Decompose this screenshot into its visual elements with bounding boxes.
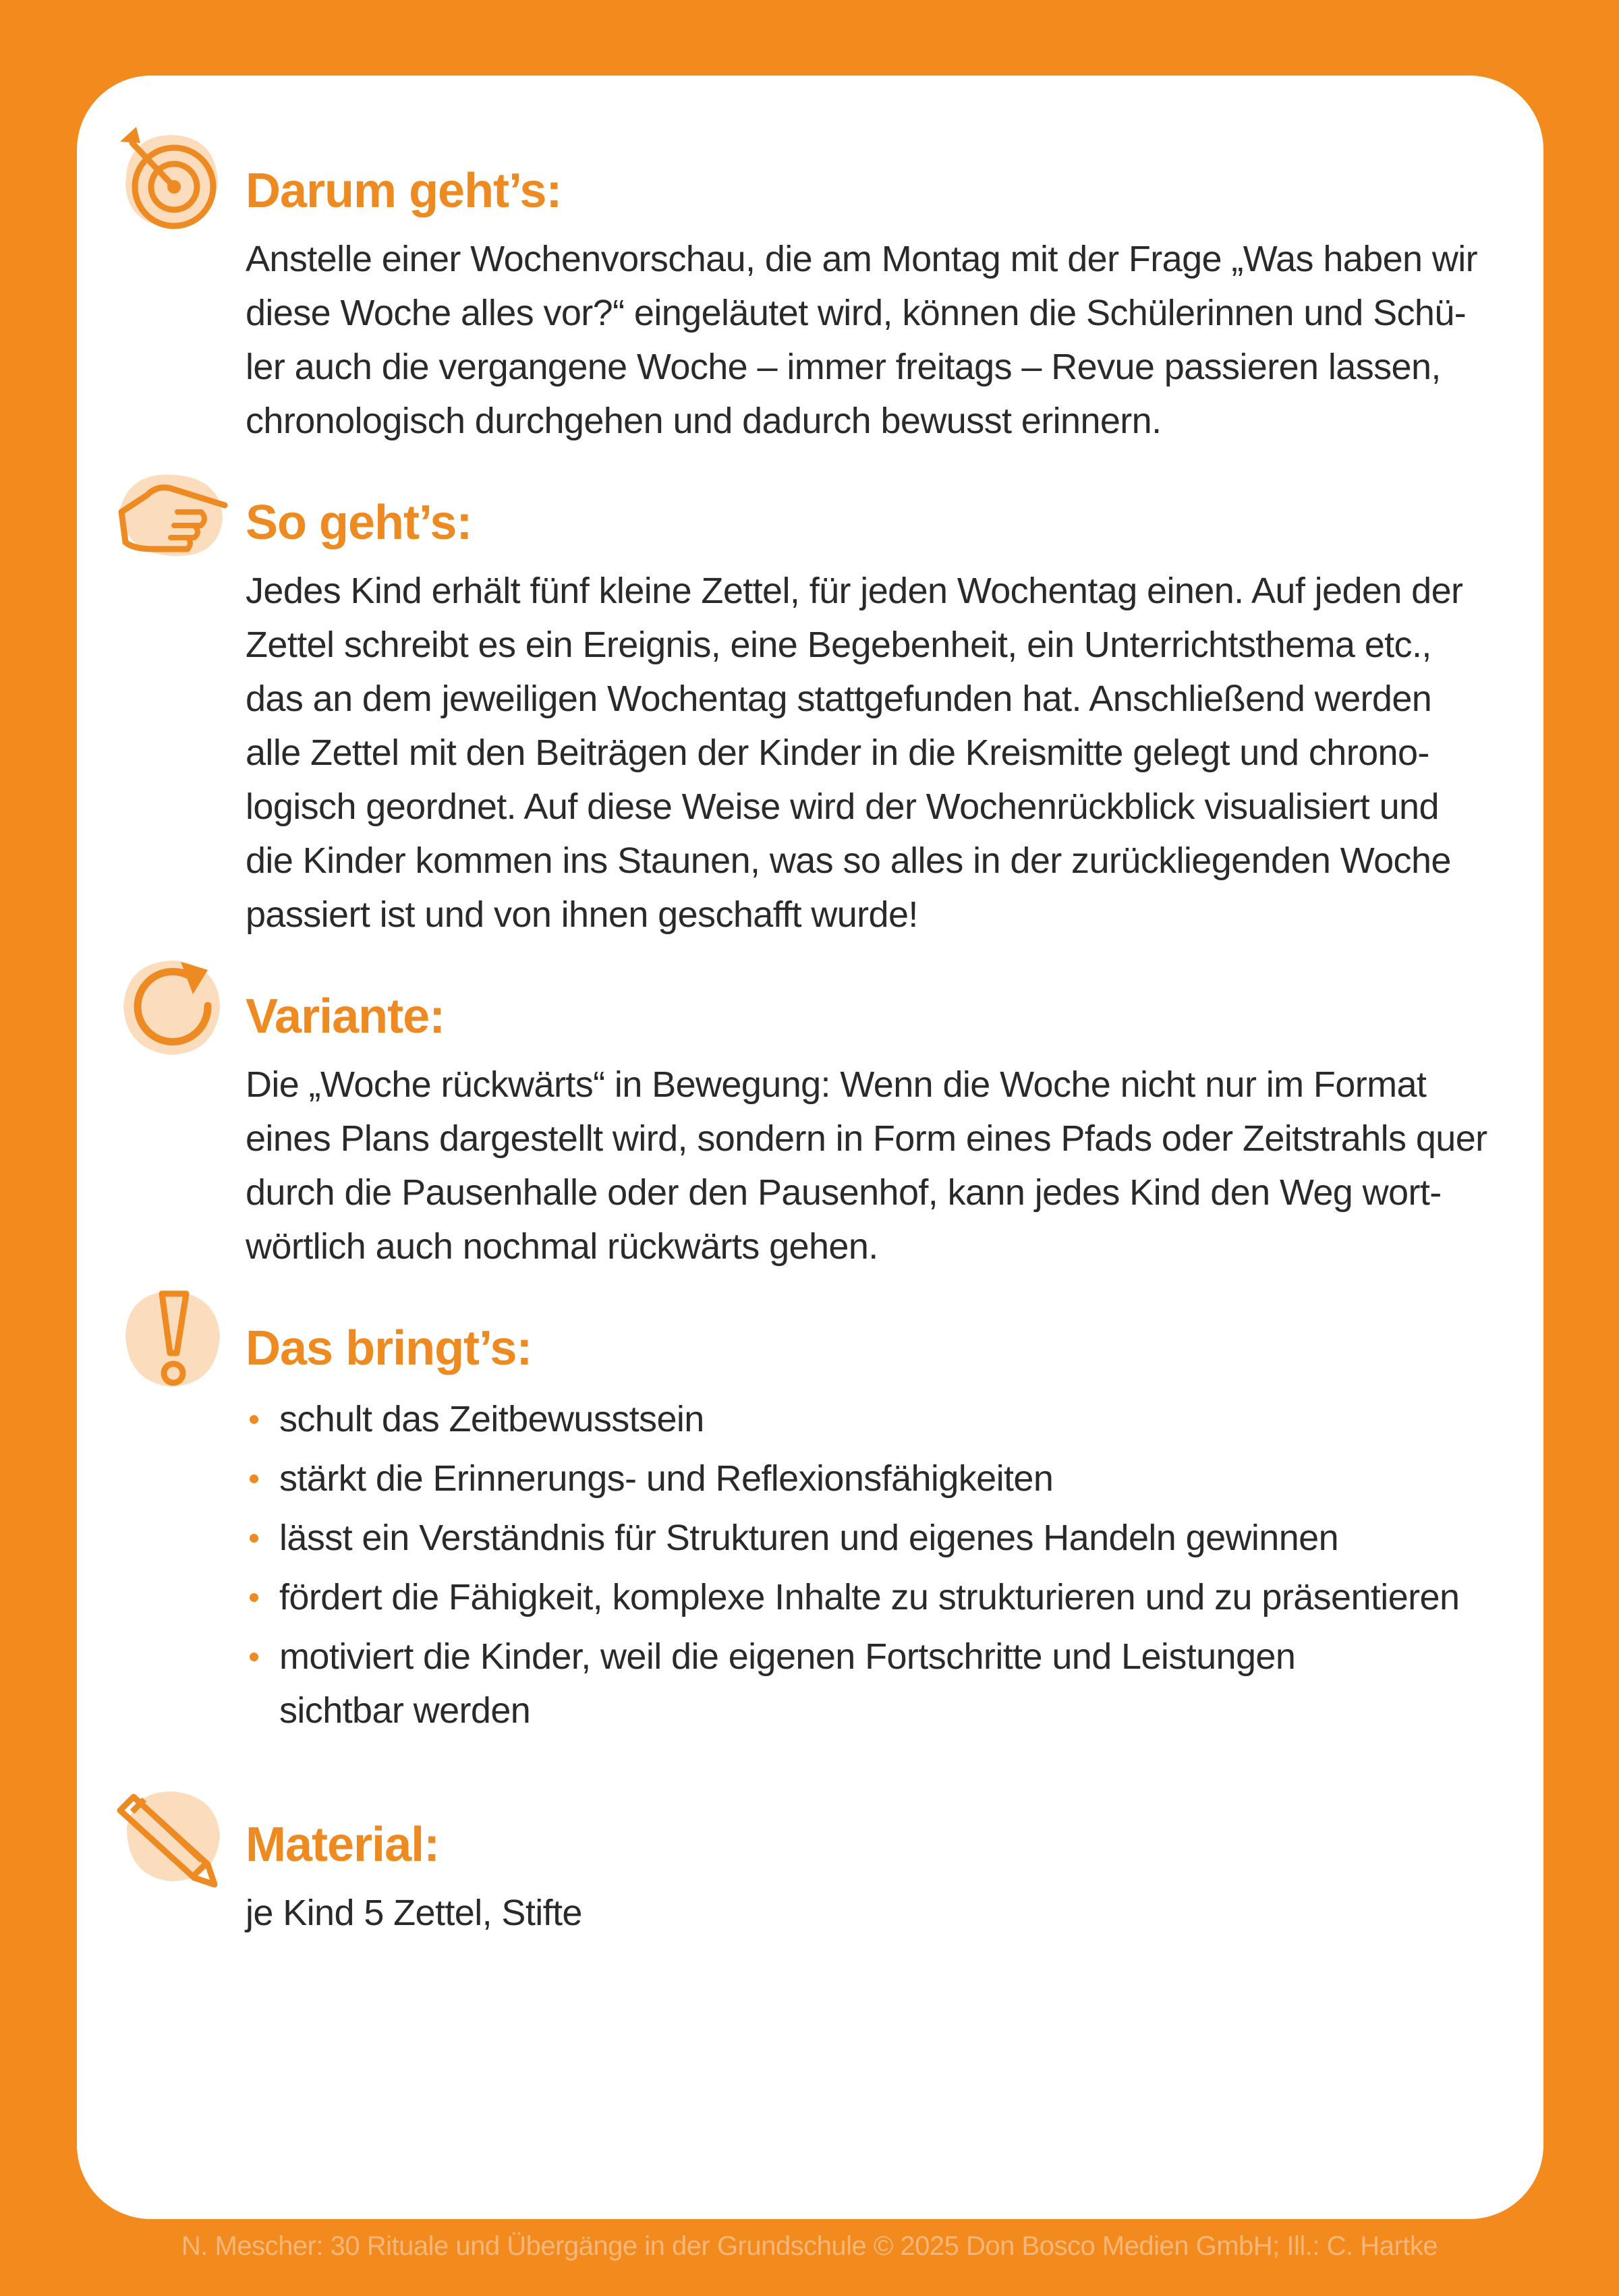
content-card [77, 76, 1543, 2219]
text-line: logisch geordnet. Auf diese Weise wird der Wochenrückblick visualisiert und [246, 786, 1439, 827]
text-line: alle Zettel mit den Beiträgen der Kinder in die Kreismitte gelegt und chrono- [246, 733, 1429, 773]
section-text [246, 1886, 1527, 1940]
text-line: Die „Woche rückwärts“ in Bewegung: Wenn die Woche nicht nur im Format [246, 1064, 1427, 1105]
list-item: schult das Zeitbewusstsein [246, 1392, 1527, 1446]
text-line: diese Woche alles vor?“ eingeläutet wird, können die Schülerinnen und Schü- [246, 293, 1467, 333]
text-line: eines Plans dargestellt wird, sondern in Form eines Pfads oder Zeitstrahls quer [246, 1118, 1487, 1159]
text-line: chronologisch durchgehen und dadurch bewusst erinnern. [246, 401, 1162, 441]
copyright-footer: N. Mescher: 30 Rituale und Übergänge in der Grundschule © 2025 Don Bosco Medien GmbH; Ill.: C. Hartke [181, 2231, 1438, 2261]
text-line: durch die Pausenhalle oder den Pausenhof, kann jedes Kind den Weg wort- [246, 1172, 1442, 1213]
section-title: Das bringt’s: [246, 1321, 532, 1375]
section-title: Variante: [246, 989, 445, 1043]
text-line: die Kinder kommen ins Staunen, was so alles in der zurückliegenden Woche [246, 840, 1451, 881]
pencil-icon [107, 1770, 235, 1898]
section-text [246, 232, 1527, 448]
list-item: lässt ein Verständnis für Strukturen und eigenes Handeln gewinnen [246, 1511, 1527, 1565]
text-line: Jedes Kind erhält fünf kleine Zettel, für jeden Wochentag einen. Auf jeden der [246, 571, 1463, 611]
section-title: Material: [246, 1818, 440, 1872]
text-line: wörtlich auch nochmal rückwärts gehen. [246, 1226, 878, 1267]
text-line: je Kind 5 Zettel, Stifte [246, 1893, 582, 1933]
text-line: ler auch die vergangene Woche – immer freitags – Revue passieren lassen, [246, 347, 1441, 387]
text-line: das an dem jeweiligen Wochentag stattgefunden hat. Anschließend werden [246, 679, 1432, 719]
target-dart-icon [107, 116, 235, 244]
section-text [246, 564, 1527, 942]
section-text [246, 1058, 1527, 1273]
text-line: Zettel schreibt es ein Ereignis, eine Begebenheit, ein Unterrichtsthema etc., [246, 625, 1431, 665]
circular-arrow-icon [107, 942, 235, 1070]
list-item: stärkt die Erinnerungs- und Reflexionsfähigkeiten [246, 1452, 1527, 1505]
benefits-list [246, 1392, 1527, 1743]
section-title: Darum geht’s: [246, 164, 562, 218]
text-line: Anstelle einer Wochenvorschau, die am Montag mit der Frage „Was haben wir [246, 239, 1478, 279]
exclamation-icon [107, 1273, 235, 1402]
pointing-hand-icon [107, 448, 235, 576]
list-item: fördert die Fähigkeit, komplexe Inhalte zu strukturieren und zu präsentieren [246, 1570, 1527, 1624]
list-item: motiviert die Kinder, weil die eigenen Fortschritte und Leistungen sichtbar werden [246, 1630, 1426, 1738]
text-line: passiert ist und von ihnen geschafft wurde! [246, 894, 918, 935]
section-title: So geht’s: [246, 496, 472, 550]
